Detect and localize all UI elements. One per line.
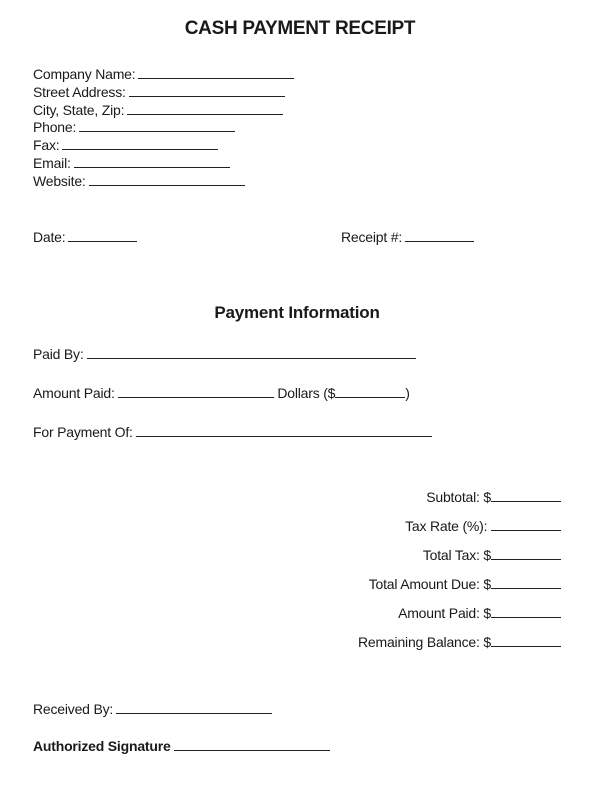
totals-amount-paid-field[interactable] <box>491 605 561 618</box>
date-row <box>33 229 137 247</box>
receipt-number-field[interactable] <box>405 229 474 242</box>
phone-label: Phone: <box>33 119 77 135</box>
phone-field[interactable] <box>79 119 235 132</box>
tax-rate-row <box>405 518 561 536</box>
remaining-balance-field[interactable] <box>491 634 561 647</box>
total-tax-row <box>423 547 561 565</box>
company-name-row <box>33 66 294 84</box>
subtotal-field[interactable] <box>491 489 561 502</box>
fax-label: Fax: <box>33 137 60 153</box>
remaining-balance-label: Remaining Balance: $ <box>358 634 491 650</box>
email-label: Email: <box>33 155 71 171</box>
receipt-number-row <box>341 229 474 247</box>
street-address-label: Street Address: <box>33 84 126 100</box>
amount-paid-label: Amount Paid: <box>33 385 115 401</box>
document-title: CASH PAYMENT RECEIPT <box>184 18 416 39</box>
date-field[interactable] <box>68 229 137 242</box>
tax-rate-label: Tax Rate (%): <box>405 518 491 534</box>
authorized-signature-row <box>33 738 330 756</box>
street-address-field[interactable] <box>129 84 285 97</box>
received-by-field[interactable] <box>116 701 272 714</box>
subtotal-label: Subtotal: $ <box>426 489 491 505</box>
total-amount-due-row <box>369 576 561 594</box>
totals-amount-paid-row <box>398 605 561 623</box>
amount-paid-dollars-field[interactable] <box>335 385 405 398</box>
website-field[interactable] <box>89 173 245 186</box>
authorized-signature-field[interactable] <box>174 738 330 751</box>
subtotal-row <box>426 489 561 507</box>
city-state-zip-row <box>33 102 283 120</box>
for-payment-of-row <box>33 424 432 442</box>
for-payment-of-field[interactable] <box>136 424 432 437</box>
paid-by-row <box>33 346 416 364</box>
received-by-label: Received By: <box>33 701 114 717</box>
email-row <box>33 155 230 173</box>
total-amount-due-label: Total Amount Due: $ <box>368 576 491 592</box>
received-by-row <box>33 701 272 719</box>
company-name-field[interactable] <box>138 66 294 79</box>
total-amount-due-field[interactable] <box>491 576 561 589</box>
phone-row <box>33 119 235 137</box>
for-payment-of-label: For Payment Of: <box>33 424 133 440</box>
amount-paid-row <box>33 385 410 403</box>
website-label: Website: <box>33 173 86 189</box>
company-name-label: Company Name: <box>33 66 136 82</box>
total-tax-field[interactable] <box>491 547 561 560</box>
paid-by-field[interactable] <box>87 346 416 359</box>
website-row <box>33 173 245 191</box>
email-field[interactable] <box>74 155 230 168</box>
payment-information-heading: Payment Information <box>214 303 380 322</box>
receipt-number-label: Receipt #: <box>341 229 403 245</box>
dollars-close-paren: ) <box>405 385 410 401</box>
total-tax-label: Total Tax: $ <box>422 547 491 563</box>
remaining-balance-row <box>358 634 561 652</box>
tax-rate-field[interactable] <box>491 518 561 531</box>
city-state-zip-label: City, State, Zip: <box>33 102 125 118</box>
fax-field[interactable] <box>62 137 218 150</box>
date-label: Date: <box>33 229 66 245</box>
dollars-label: Dollars ($ <box>277 385 336 401</box>
paid-by-label: Paid By: <box>33 346 84 362</box>
city-state-zip-field[interactable] <box>127 102 283 115</box>
street-address-row <box>33 84 285 102</box>
totals-amount-paid-label: Amount Paid: $ <box>398 605 491 621</box>
amount-paid-words-field[interactable] <box>118 385 274 398</box>
fax-row <box>33 137 218 155</box>
authorized-signature-label: Authorized Signature <box>33 738 171 754</box>
